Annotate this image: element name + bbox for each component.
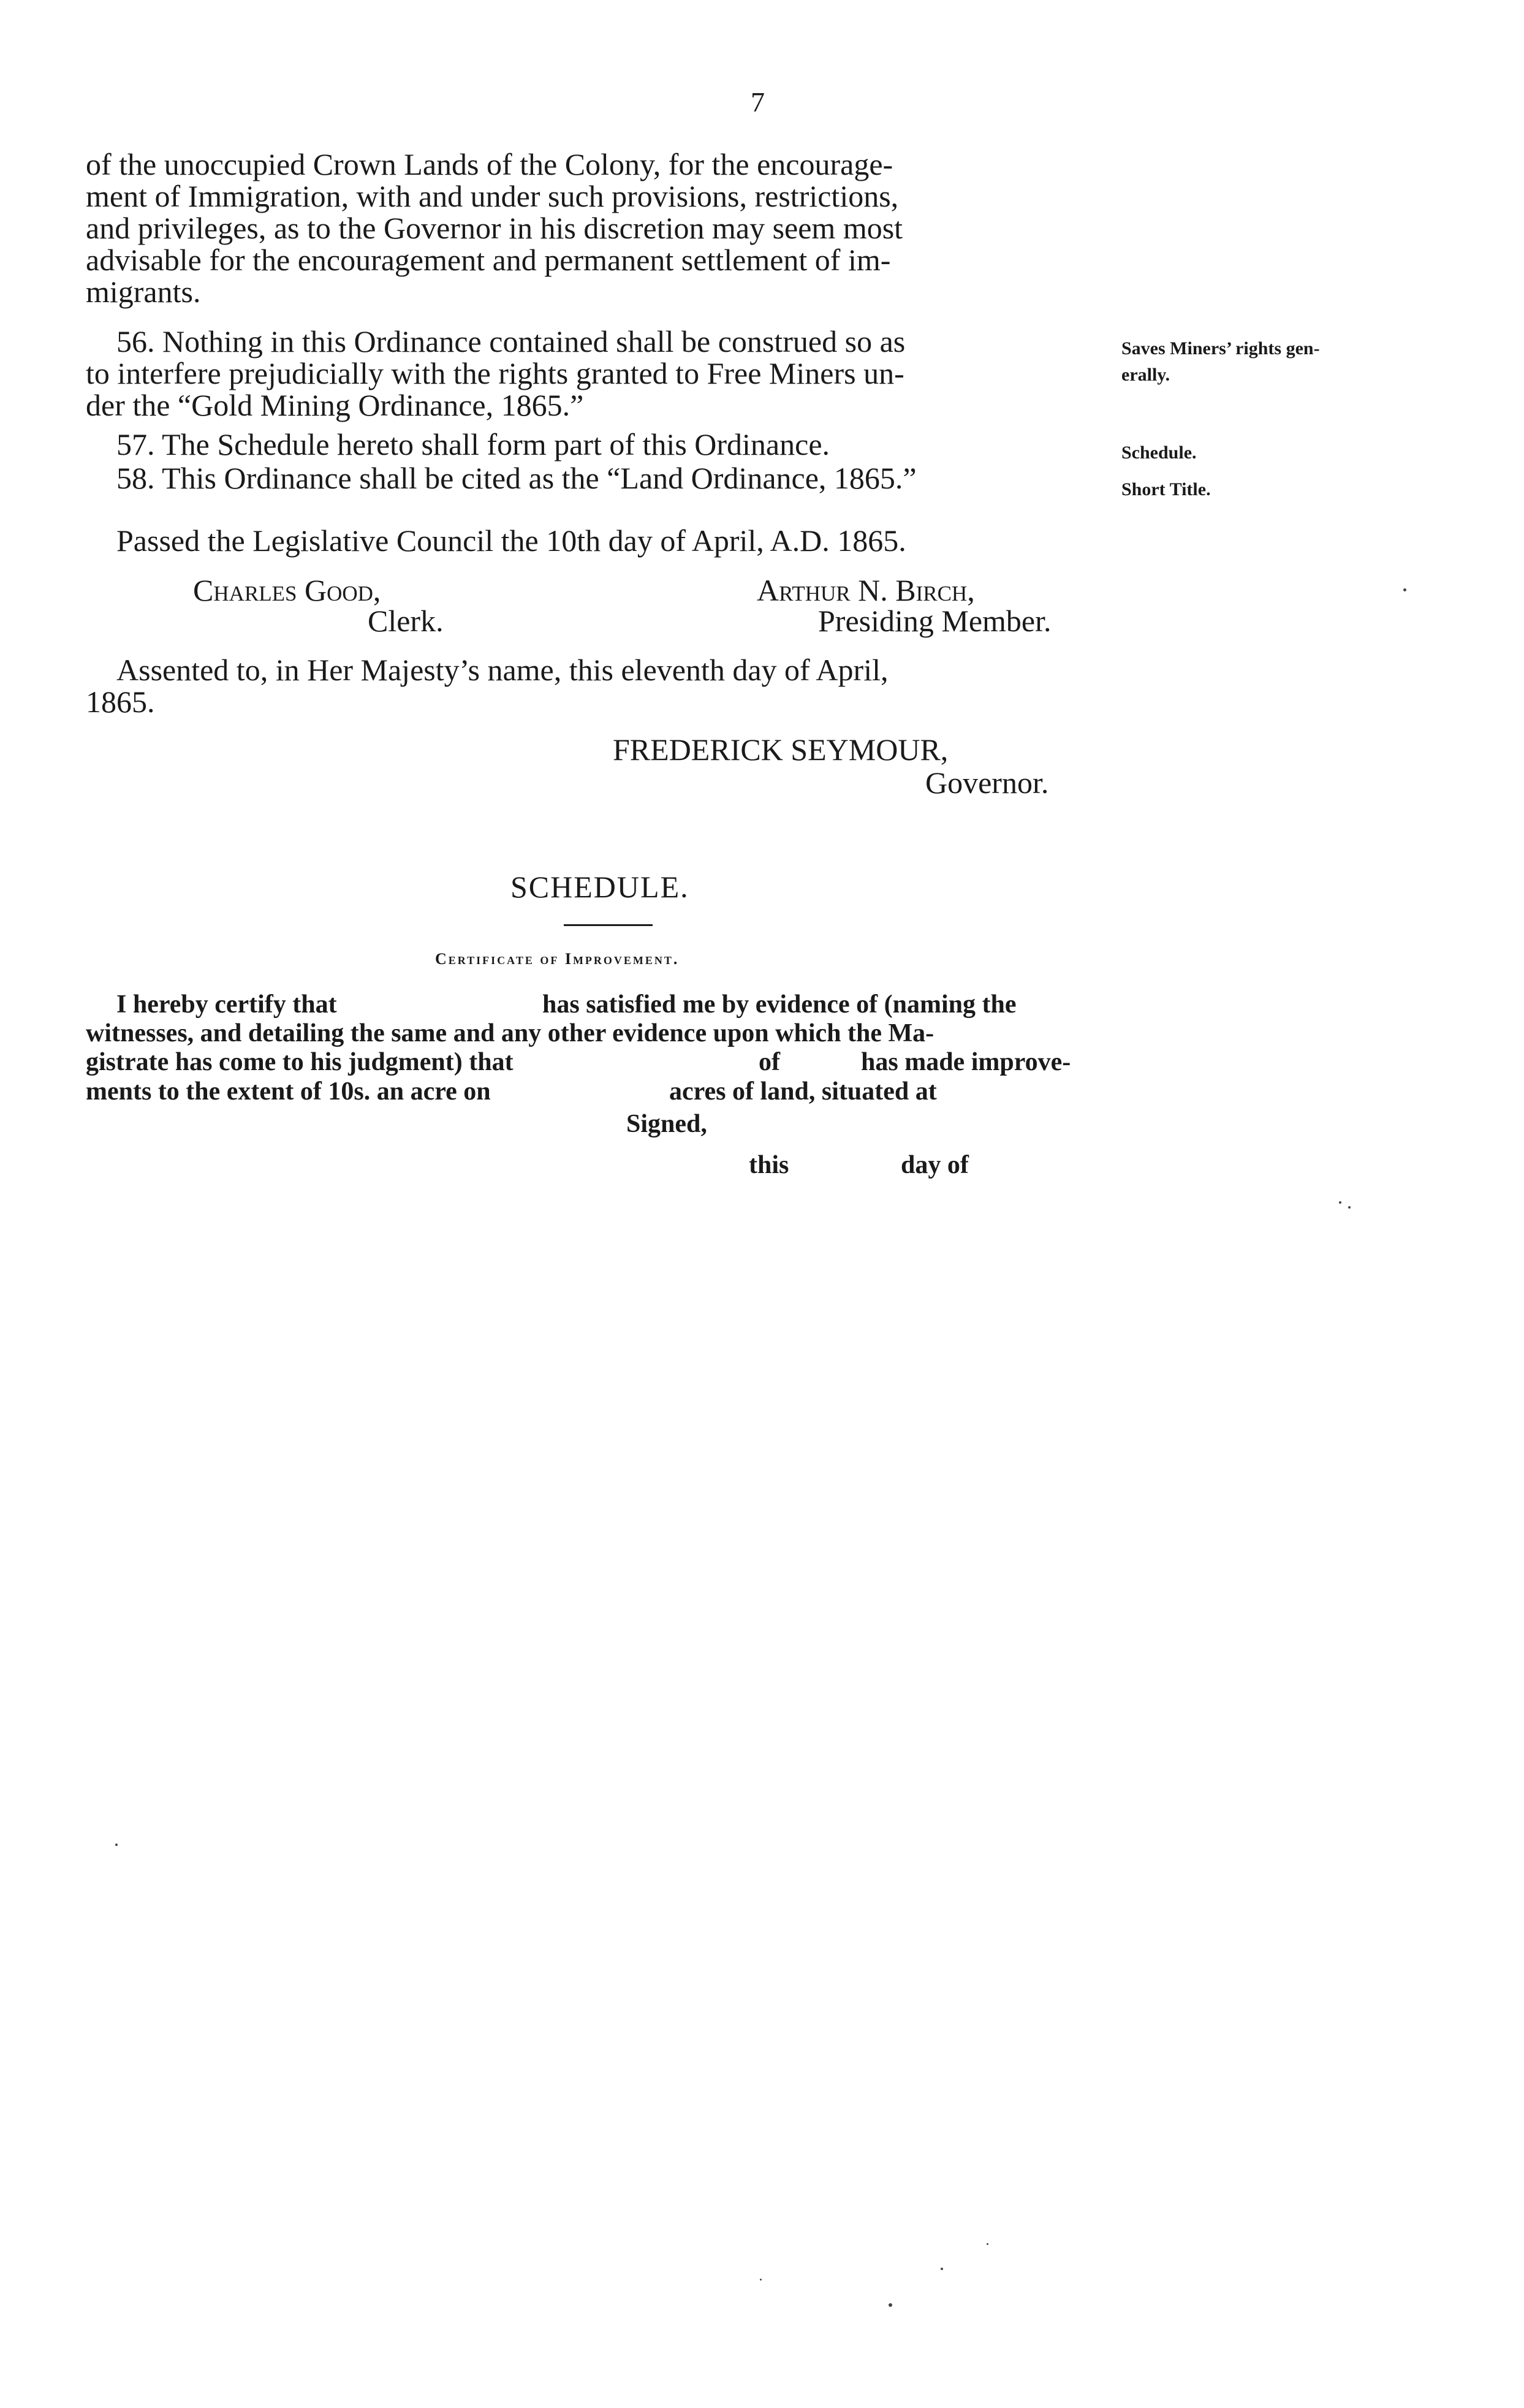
margin-note-57: Schedule.	[1121, 442, 1197, 463]
scan-speck	[941, 2268, 943, 2270]
governor-name: FREDERICK SEYMOUR,	[613, 732, 949, 767]
cert-this: this	[749, 1151, 789, 1179]
cert-signed: Signed,	[626, 1110, 707, 1138]
section-56-line: to interfere prejudicially with the rights granted to Free Miners un-	[86, 356, 904, 390]
scan-speck	[760, 2279, 762, 2281]
assent-year: 1865.	[86, 685, 155, 719]
section-56-line: der the “Gold Mining Ordinance, 1865.”	[86, 388, 584, 422]
cert-line-2: witnesses, and detailing the same and any other evidence upon which the Ma-	[86, 1019, 934, 1047]
certificate-title: Certificate of Improvement.	[435, 950, 680, 968]
margin-note-56: Saves Miners’ rights gen-	[1121, 338, 1320, 359]
scan-speck	[889, 2303, 892, 2307]
body-line: migrants.	[86, 275, 201, 309]
clerk-name: Charles Good,	[193, 573, 381, 607]
body-line: and privileges, as to the Governor in his discretion may seem most	[86, 211, 903, 245]
scan-speck	[1348, 1206, 1351, 1209]
presiding-name: Arthur N. Birch,	[757, 573, 975, 607]
body-line	[86, 149, 1103, 180]
section-57: 57. The Schedule hereto shall form part of this Ordinance.	[116, 427, 830, 461]
scan-speck	[987, 2243, 988, 2245]
cert-line-3b: of	[759, 1048, 780, 1076]
scan-speck	[1403, 588, 1406, 591]
cert-line-3a: gistrate has come to his judgment) that	[86, 1048, 514, 1076]
presiding-title: Presiding Member.	[818, 604, 1052, 638]
cert-line-1a: I hereby certify that	[116, 990, 337, 1019]
assent-line: Assented to, in Her Majesty’s name, this eleventh day of April,	[116, 653, 889, 687]
clerk-title: Clerk.	[368, 604, 444, 638]
scan-speck	[115, 1844, 118, 1846]
schedule-heading: SCHEDULE.	[510, 870, 689, 904]
governor-title: Governor.	[925, 765, 1049, 800]
cert-day-of: day of	[901, 1151, 969, 1179]
heading-rule	[564, 924, 653, 926]
margin-note-56-cont: erally.	[1121, 365, 1170, 385]
section-56-line: 56. Nothing in this Ordinance contained shall be construed so as	[116, 324, 906, 359]
body-line: advisable for the encouragement and permanent settlement of im-	[86, 243, 891, 277]
cert-line-4a: ments to the extent of 10s. an acre on	[86, 1077, 491, 1106]
section-58: 58. This Ordinance shall be cited as the “Land Ordinance, 1865.”	[116, 461, 917, 495]
page-number: 7	[751, 86, 765, 118]
scan-speck	[1339, 1201, 1341, 1204]
cert-line-1b: has satisfied me by evidence of (naming the	[542, 990, 1017, 1019]
cert-line-3c: has made improve-	[861, 1048, 1071, 1076]
body-line: ment of Immigration, with and under such provisions, restrictions,	[86, 179, 899, 213]
cert-line-4b: acres of land, situated at	[669, 1077, 937, 1106]
margin-note-58: Short Title.	[1121, 479, 1211, 499]
passed-line: Passed the Legislative Council the 10th day of April, A.D. 1865.	[116, 523, 906, 558]
text: of the unoccupied Crown Lands of the Colony, for the encourage-	[86, 147, 893, 181]
